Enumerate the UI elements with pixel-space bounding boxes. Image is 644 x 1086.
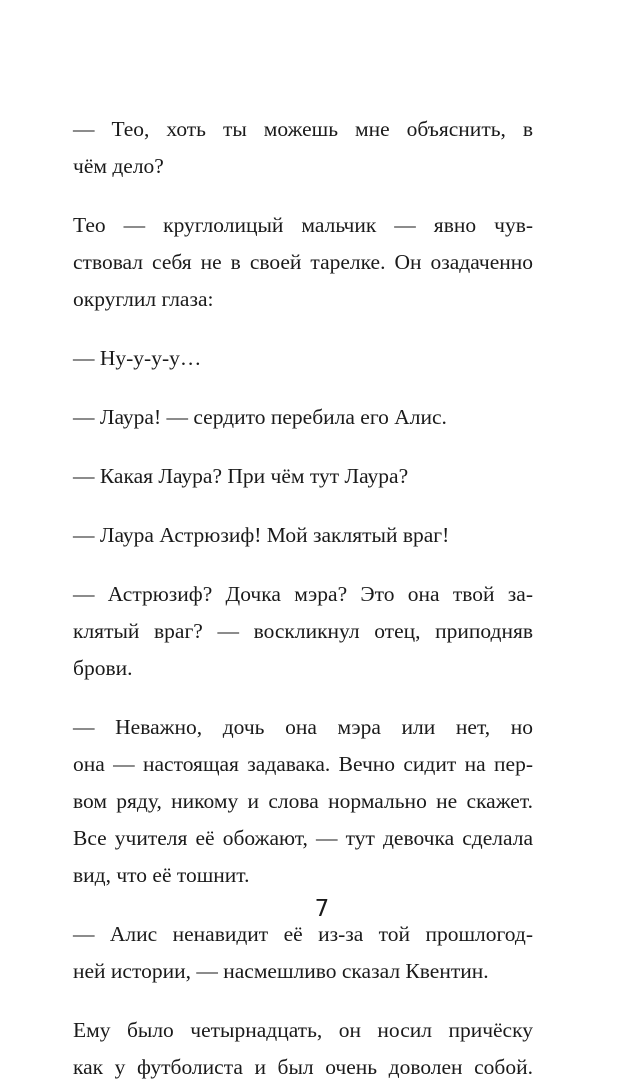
text-line: ствовал себя не в своей тарелке. Он озадаченно — [73, 250, 533, 274]
text-line: — Тео, хоть ты можешь мне объяснить, в — [73, 117, 533, 141]
text-line: — Ну-у-у-у… — [73, 346, 202, 370]
text-line: Тео — круглолицый мальчик — явно чув- — [73, 213, 533, 237]
text-line: клятый враг? — воскликнул отец, приподняв — [73, 619, 533, 643]
text-line: вом ряду, никому и слова нормально не скажет. — [73, 789, 533, 813]
text-line: — Какая Лаура? При чём тут Лаура? — [73, 464, 409, 488]
text-line: — Алис ненавидит её из-за той прошлогод- — [73, 922, 533, 946]
text-line: ней истории, — насмешливо сказал Квентин. — [73, 959, 489, 983]
text-line: — Лаура Астрюзиф! Мой заклятый враг! — [73, 523, 450, 547]
text-line: брови. — [73, 656, 133, 680]
text-line: как у футболиста и был очень доволен собой. — [73, 1055, 533, 1079]
page-number: 7 — [314, 896, 330, 922]
text-line: Все учителя её обожают, — тут девочка сделала — [73, 826, 533, 850]
text-line: Ему было четырнадцать, он носил причёску — [73, 1018, 533, 1042]
text-line: — Лаура! — сердито перебила его Алис. — [73, 405, 447, 429]
text-line: она — настоящая задавака. Вечно сидит на пер- — [73, 752, 533, 776]
text-line: округлил глаза: — [73, 287, 214, 311]
text-line: вид, что её тошнит. — [73, 863, 250, 887]
text-line: — Неважно, дочь она мэра или нет, но — [73, 715, 533, 739]
text-line: — Астрюзиф? Дочка мэра? Это она твой за- — [73, 582, 533, 606]
body-text — [73, 111, 533, 1086]
text-line: чём дело? — [73, 154, 164, 178]
